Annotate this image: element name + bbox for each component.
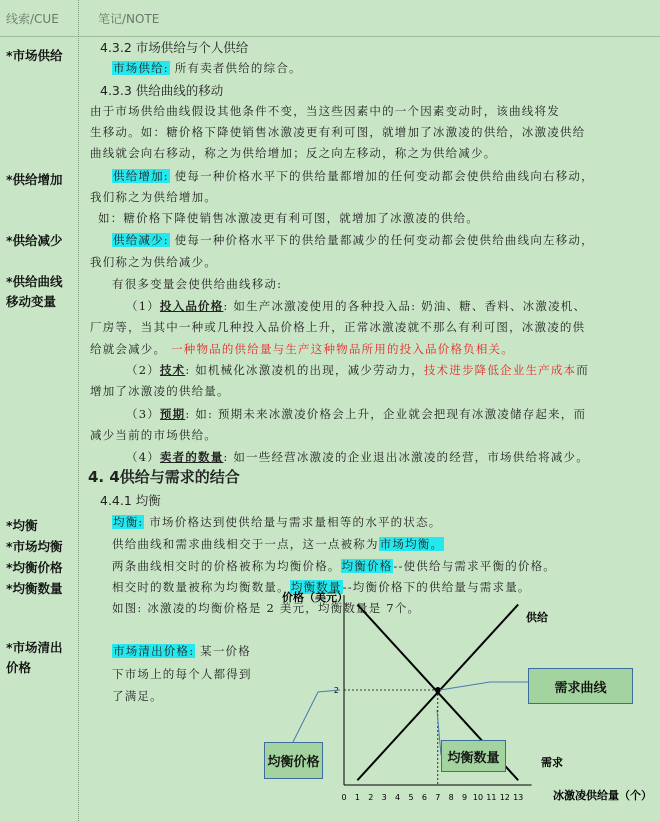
note-line: 增加了冰激凌的供给量。 <box>90 384 230 398</box>
section-4-3-2: 4.3.2 市场供给与个人供给 <box>100 40 249 55</box>
demand-curve-callout: 需求曲线 <box>528 668 633 704</box>
note-line: 供给增加: 使每一种价格水平下的供给量都增加的任何变动都会使供给曲线向右移动， <box>113 169 594 183</box>
note-line: 我们称之为供给增加。 <box>90 190 217 204</box>
note-line: 我们称之为供给减少。 <box>90 255 217 269</box>
equilibrium-price-callout: 均衡价格 <box>264 742 323 779</box>
note-line: 由于市场供给曲线假设其他条件不变，当这些因素中的一个因素变动时，该曲线将发 <box>90 104 560 118</box>
cue-supply-increase: *供给增加 <box>6 172 63 187</box>
note-line: （1）投入品价格: 如生产冰激凌使用的各种投入品: 奶油、糖、香料、冰激凌机、 <box>126 299 587 313</box>
x-tick-label: 3 <box>381 793 387 802</box>
x-tick-label: 4 <box>395 793 401 802</box>
note-line: 供给减少: 使每一种价格水平下的供给量都减少的任何变动都会使供给曲线向左移动， <box>113 233 594 247</box>
x-tick-label: 0 <box>341 793 347 802</box>
demand-series-label: 需求 <box>541 756 563 769</box>
cue-shift-variables-2: 移动变量 <box>6 294 57 309</box>
cue-supply-decrease: *供给减少 <box>6 233 63 248</box>
equilibrium-quantity-callout: 均衡数量 <box>441 740 506 772</box>
note-line: 生移动。如：糖价格下降使销售冰激凌更有利可图，就增加了冰激凌的供给，冰激凌供给 <box>90 125 586 139</box>
equilibrium-point <box>435 687 441 693</box>
x-tick-label: 6 <box>421 793 427 802</box>
note-line: 曲线就会向右移动，称之为供给增加；反之向左移动，称之为供给减少。 <box>90 146 497 160</box>
x-tick-label: 1 <box>354 793 360 802</box>
note-line: 市场供给: 所有卖者供给的综合。 <box>113 61 302 75</box>
x-tick-label: 2 <box>368 793 374 802</box>
cue-equilibrium-price: *均衡价格 <box>6 560 63 575</box>
note-line: 厂房等，当其中一种或几种投入品价格上升，正常冰激凌就不那么有利可图，冰激凌的供 <box>90 320 586 334</box>
cue-market-clearing-2: 价格 <box>6 660 32 675</box>
x-tick-label: 12 <box>499 793 510 802</box>
note-line: 了满足。 <box>112 689 163 703</box>
cue-equilibrium-quantity: *均衡数量 <box>6 581 63 596</box>
note-line: 两条曲线相交时的价格被称为均衡价格。均衡价格--使供给与需求平衡的价格。 <box>112 559 556 573</box>
note-line: 如：糖价格下降使销售冰激凌更有利可图，就增加了冰激凌的供给。 <box>98 211 479 225</box>
note-line: 下市场上的每个人都得到 <box>112 667 252 681</box>
note-line: 如图: 冰激凌的均衡价格是 2 美元，均衡数量是 7个。 <box>112 601 421 615</box>
cue-market-clearing-1: *市场清出 <box>6 640 63 655</box>
y-axis-label: 价格（美元） <box>282 591 348 604</box>
x-tick-label: 13 <box>513 793 524 802</box>
note-line: （4）卖者的数量: 如一些经营冰激凌的企业退出冰激凌的经营，市场供给将减少。 <box>126 450 589 464</box>
cue-shift-variables-1: *供给曲线 <box>6 274 63 289</box>
note-line: 给就会减少。 一种物品的供给量与生产这种物品所用的投入品价格负相关。 <box>90 342 514 356</box>
note-line: 供给曲线和需求曲线相交于一点，这一点被称为市场均衡。 <box>112 537 444 551</box>
x-axis-label: 冰激凌供给量（个） <box>553 789 652 802</box>
note-line: 均衡: 市场价格达到使供给量与需求量相等的水平的状态。 <box>113 515 442 529</box>
section-4-4-heading: 4. 4供给与需求的结合 <box>88 468 240 486</box>
note-line: （3）预期: 如: 预期未来冰激凌价格会上升，企业就会把现有冰激凌储存起来，而 <box>126 407 587 421</box>
y-tick-label: 2 <box>333 686 339 695</box>
note-line: （2）技术: 如机械化冰激凌机的出现，减少劳动力，技术进步降低企业生产成本而 <box>126 363 589 377</box>
section-4-3-3: 4.3.3 供给曲线的移动 <box>100 83 224 98</box>
x-tick-label: 10 <box>472 793 484 802</box>
x-tick-label: 8 <box>448 793 454 802</box>
section-4-4-1: 4.4.1 均衡 <box>100 493 161 508</box>
note-line: 有很多变量会使供给曲线移动: <box>112 277 283 291</box>
x-tick-label: 9 <box>462 793 468 802</box>
cue-equilibrium: *均衡 <box>6 518 38 533</box>
note-column-title: 笔记/NOTE <box>98 12 160 26</box>
x-tick-label: 5 <box>408 793 414 802</box>
price-callout-leader <box>293 690 340 742</box>
cue-market-supply: *市场供给 <box>6 48 63 63</box>
x-tick-label: 11 <box>486 793 497 802</box>
cue-market-equilibrium: *市场均衡 <box>6 539 63 554</box>
supply-series-label: 供给 <box>526 611 548 624</box>
cue-column-title: 线索/CUE <box>6 12 59 26</box>
note-line: 市场清出价格: 某一价格 <box>113 644 251 658</box>
demand-callout-leader <box>440 682 528 690</box>
note-line: 相交时的数量被称为均衡数量。均衡数量--均衡价格下的供给量与需求量。 <box>112 580 531 594</box>
x-tick-label: 7 <box>435 793 441 802</box>
note-line: 减少当前的市场供给。 <box>90 428 217 442</box>
